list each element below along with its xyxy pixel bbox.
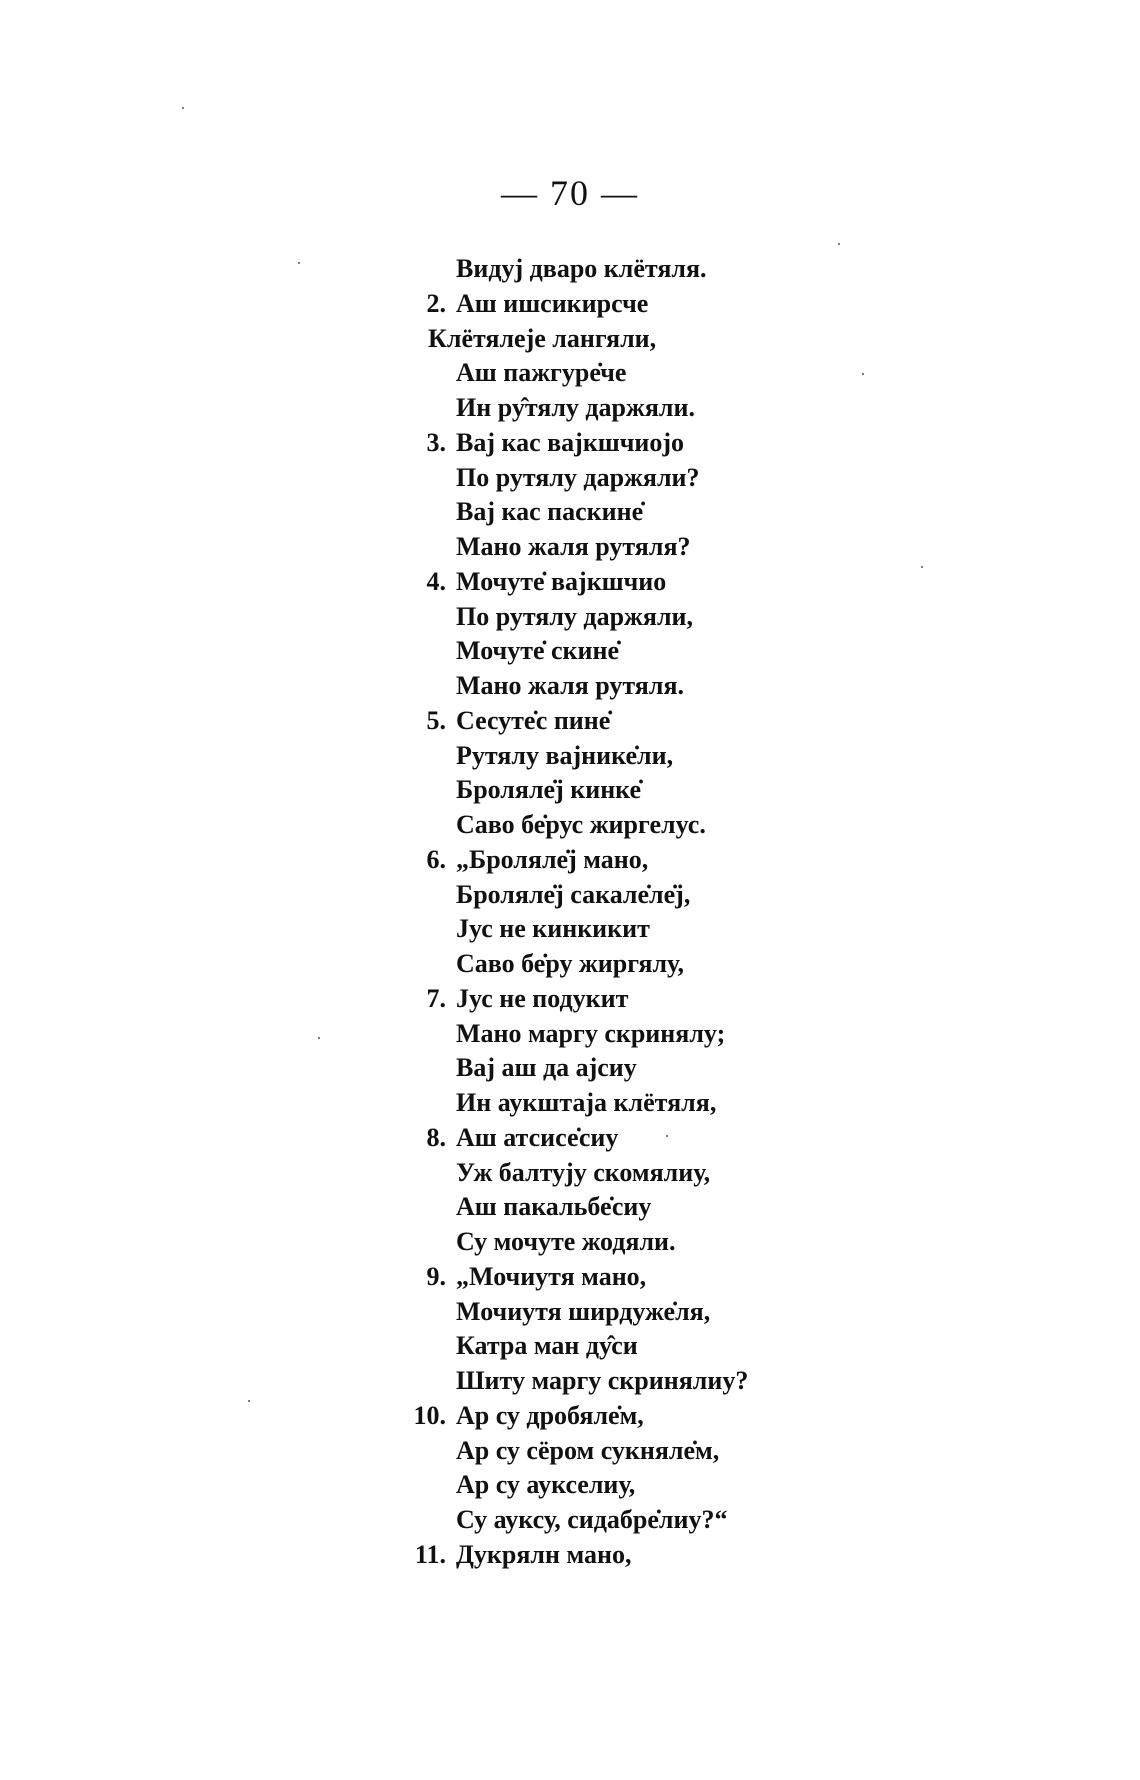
poem-line — [0, 810, 1140, 845]
poem-line — [0, 463, 1140, 498]
poem-line — [0, 1505, 1140, 1540]
poem-line — [0, 1540, 1140, 1575]
verse-text: Мочиутя ширдуже̇ля, — [456, 1296, 711, 1326]
verse-text: Су мочуте жодяли. — [456, 1227, 676, 1256]
verse-text: Вај кас паскине̇ — [456, 497, 644, 527]
verse-text: Јус не кинкикит — [456, 914, 650, 944]
verse-text: Видуј дваро клётяля. — [456, 254, 707, 283]
verse-text: Аш атсисе̇сиу — [456, 1122, 619, 1152]
verse-text: Сесуте̇с пине̇ — [456, 705, 611, 735]
verse-text: Аш пакальбе̇сиу — [456, 1192, 652, 1222]
verse-text: Су ауксу, сидабре̇лиу?“ — [456, 1505, 728, 1534]
poem-line — [0, 1053, 1140, 1088]
speck — [182, 107, 184, 109]
stanza-number: 2. — [426, 288, 446, 318]
poem-line — [0, 914, 1140, 949]
stanza-number: 6. — [426, 844, 446, 874]
verse-text: Ин аукштаја клётяля, — [456, 1088, 717, 1117]
verse-text: Ар су сёром сукняле̇м, — [456, 1435, 720, 1465]
poem-line — [0, 1262, 1140, 1297]
verse-text: Мочуте̇ вајкшчио — [456, 566, 667, 596]
stanza-number: 3. — [426, 427, 446, 457]
poem-line — [0, 1436, 1140, 1471]
verse-text: Мано жаля рутяля? — [456, 532, 691, 561]
speck — [666, 1135, 668, 1137]
poem-line — [0, 1227, 1140, 1262]
verse-text: Вај кас вајкшчиојо — [456, 427, 685, 457]
poem-line — [0, 497, 1140, 532]
verse-text: Мано маргу скринялу; — [456, 1018, 726, 1048]
verse-text: Броляле̇ј кинке̇ — [456, 775, 642, 805]
verse-text: Броляле̇ј сакале̇ле̇ј, — [456, 879, 691, 909]
verse-text: „Мочиутя мано, — [456, 1261, 647, 1291]
poem-line — [0, 324, 1140, 359]
verse-text: Аш ишсикирсче — [456, 288, 649, 318]
poem-line — [0, 1088, 1140, 1123]
verse-text: По рутялу даржяли? — [456, 462, 700, 492]
verse-text: По рутялу даржяли, — [456, 601, 694, 631]
poem-line — [0, 775, 1140, 810]
verse-text: Вај аш да ајсиу — [456, 1053, 637, 1083]
poem-line — [0, 532, 1140, 567]
verse-text: Саво бе̇ру жиргялу, — [456, 949, 684, 978]
poem-line — [0, 1019, 1140, 1054]
speck — [921, 566, 923, 568]
poem-line — [0, 1297, 1140, 1332]
stanza-number: 7. — [426, 983, 446, 1013]
verse-text: Дукрялн мано, — [456, 1539, 632, 1569]
poem-line — [0, 1366, 1140, 1401]
poem-line — [0, 636, 1140, 671]
poem-line — [0, 1470, 1140, 1505]
stanza-number: 4. — [426, 566, 446, 596]
poem-line — [0, 741, 1140, 776]
poem-line — [0, 428, 1140, 463]
verse-text: Саво бе̇рус жиргелус. — [456, 810, 706, 839]
poem-line — [0, 880, 1140, 915]
verse-text: Катра ман ду̂си — [456, 1331, 638, 1361]
stanza-number: 10. — [413, 1400, 446, 1430]
poem-line — [0, 1123, 1140, 1158]
poem-line — [0, 393, 1140, 428]
speck — [298, 262, 300, 264]
stanza-number: 5. — [426, 705, 446, 735]
stanza-number: 11. — [414, 1539, 446, 1569]
poem-line — [0, 567, 1140, 602]
verse-text: „Броляле̇ј мано, — [456, 844, 649, 874]
poem-line — [0, 1331, 1140, 1366]
verse-text: Ин ру̂тялу даржяли. — [456, 393, 696, 422]
verse-text: Мано жаля рутяля. — [456, 671, 685, 700]
verse-text: Шиту маргу скринялиу? — [456, 1366, 749, 1395]
speck — [318, 1037, 320, 1039]
poem-line — [0, 671, 1140, 706]
speck — [248, 1400, 250, 1402]
poem-line — [0, 289, 1140, 324]
poem — [0, 254, 1140, 1575]
poem-line — [0, 845, 1140, 880]
verse-text: Мочуте̇ скине̇ — [456, 636, 620, 666]
speck — [862, 373, 864, 375]
poem-line — [0, 254, 1140, 289]
verse-text: Аш пажгуре̇че — [456, 358, 627, 388]
poem-line — [0, 358, 1140, 393]
verse-text: Уж балтују скомялиу, — [456, 1157, 711, 1187]
speck — [838, 243, 840, 245]
stanza-number: 9. — [426, 1261, 446, 1291]
poem-line — [0, 706, 1140, 741]
poem-line — [0, 1158, 1140, 1193]
poem-line — [0, 1192, 1140, 1227]
verse-text: Рутялу вајнике̇ли, — [456, 740, 674, 770]
verse-text: Ар су аукселиу, — [456, 1470, 636, 1500]
verse-text: Јус не подукит — [456, 983, 629, 1013]
poem-line — [0, 1401, 1140, 1436]
verse-text: Ар су дробяле̇м, — [456, 1400, 644, 1430]
page-number: — 70 — — [501, 173, 639, 213]
poem-line — [0, 949, 1140, 984]
poem-line — [0, 602, 1140, 637]
poem-line — [0, 984, 1140, 1019]
stanza-number: 8. — [426, 1122, 446, 1152]
verse-text: Клётялеје лангяли, — [428, 323, 657, 353]
